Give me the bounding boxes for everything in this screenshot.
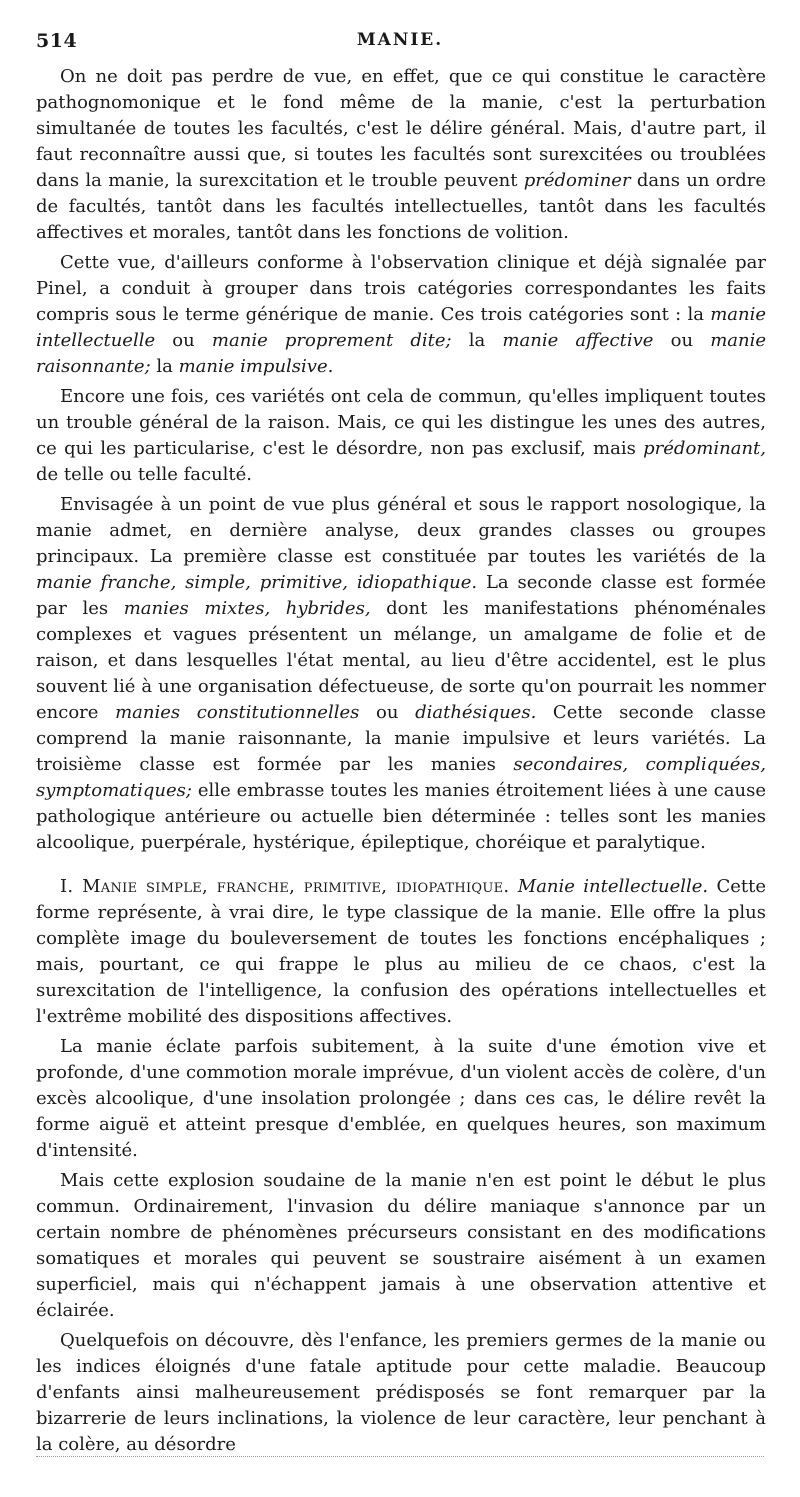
- paragraph: [36, 492, 766, 856]
- text-run: Mais cette explosion soudaine de la manie n'en est point le début le plus commun. Ordinairement, l'invasion du délire maniaque s'annonce par un certain nombre de phénomènes précurseurs consistant en des modifications somatiques et morales qui peuvent se soustraire aisément à un examen superficiel, mais qui n'échappent jamais à une observation attentive et éclairée.: [36, 1170, 766, 1321]
- running-head: MANIE.: [356, 30, 444, 50]
- paragraph: [36, 1034, 766, 1164]
- paragraph: [36, 1168, 766, 1324]
- text-run: de telle ou telle faculté.: [36, 464, 253, 485]
- italic-run: Manie intellectuelle.: [517, 876, 709, 897]
- text-run: Envisagée à un point de vue plus général et sous le rapport nosologique, la manie admet, en dernière analyse, deux grandes classes ou groupes principaux. La première classe est constituée par toutes les variétés de la: [36, 494, 766, 567]
- page-header: [36, 30, 764, 56]
- italic-run: manies mixtes, hybrides,: [123, 598, 371, 619]
- italic-run: secondaires, compliquées, symptomatiques;: [36, 754, 766, 801]
- italic-run: manie franche, simple, primitive, idiopathique.: [36, 572, 478, 593]
- page-number: 514: [36, 30, 78, 52]
- footer-rule: [36, 1456, 764, 1457]
- body-text: [36, 64, 766, 1462]
- paragraph: [36, 250, 766, 380]
- text-run: Quelquefois on découvre, dès l'enfance, les premiers germes de la manie ou les indices éloignés d'une fatale aptitude pour cette maladie. Beaucoup d'enfants ainsi malheureusement prédisposés se font remarquer par la bizarrerie de leurs inclinations, la violence de leur caractère, leur penchant à la colère, au désordre: [36, 1330, 766, 1455]
- text-run: On ne doit pas perdre de vue, en effet, que ce qui constitue le caractère pathognomonique et le fond même de la manie, c'est la perturbation simultanée de toutes les facultés, c'est le délire général. Mais, d'autre part, il faut reconnaître aussi que, si toutes les facultés sont surexcitées ou troublées dans la manie, la surexcitation et le trouble peuvent: [36, 66, 766, 191]
- paragraph: [36, 1328, 766, 1458]
- paragraph: [36, 384, 766, 488]
- text-run: la: [150, 356, 179, 377]
- paragraph: [36, 64, 766, 246]
- text-run: dans un ordre de facultés, tantôt dans les facultés intellectuelles, tantôt dans les facultés affectives et morales, tantôt dans les fonctions de volition.: [36, 170, 766, 243]
- italic-run: manies constitutionnelles: [115, 702, 360, 723]
- italic-run: diathésiques.: [415, 702, 537, 723]
- text-run: La seconde classe est formée par les: [36, 572, 767, 619]
- text-run: Cette seconde classe comprend la manie raisonnante, la manie impulsive et leurs variétés. La troisième classe est formée par les manies: [36, 702, 767, 775]
- text-run: Cette vue, d'ailleurs conforme à l'observation clinique et déjà signalée par Pinel, a conduit à grouper dans trois catégories correspondantes les faits compris sous le terme générique de manie. Ces trois catégories sont : la: [36, 252, 766, 325]
- text-run: ou: [155, 330, 212, 351]
- text-run: dont les manifestations phénoménales complexes et vagues présentent un mélange, un amalgame de folie et de raison, et dans lesquelles l'état mental, au lieu d'être accidentel, est le plus souvent lié à une organisation défectueuse, de sorte qu'on pourrait les nommer encore: [36, 598, 766, 723]
- text-run: Cette forme représente, à vrai dire, le type classique de la manie. Elle offre la plus complète image du bouleversement de toutes les fonctions encéphaliques ; mais, pourtant, ce qui frappe le plus au milieu de ce chaos, c'est la surexcitation de l'intelligence, la confusion des opérations intellectuelles et l'extrême mobilité des dispositions affectives.: [36, 876, 767, 1027]
- text-run: la: [451, 330, 503, 351]
- italic-run: manie affective: [502, 330, 654, 351]
- italic-run: prédominant,: [643, 438, 766, 459]
- italic-run: manie impulsive.: [178, 356, 334, 377]
- italic-run: manie intellectuelle: [36, 304, 766, 351]
- text-run: ou: [359, 702, 416, 723]
- italic-run: prédominer: [523, 170, 631, 191]
- text-run: elle embrasse toutes les manies étroitement liées à une cause pathologique antérieure ou actuelle bien déterminée : telles sont les manies alcoolique, puerpérale, hystérique, épileptique, choréique et paralytique.: [36, 780, 766, 853]
- italic-run: manie raisonnante;: [36, 330, 767, 377]
- text-run: ou: [653, 330, 711, 351]
- section-paragraph: [36, 874, 766, 1030]
- text-run: La manie éclate parfois subitement, à la suite d'une émotion vive et profonde, d'une commotion morale imprévue, d'un violent accès de colère, d'un excès alcoolique, d'une insolation prolongée ; dans ces cas, le délire revêt la forme aiguë et atteint presque d'emblée, en quelques heures, son maximum d'intensité.: [36, 1036, 766, 1161]
- text-run: [509, 876, 517, 897]
- text-run: Encore une fois, ces variétés ont cela de commun, qu'elles impliquent toutes un trouble général de la raison. Mais, ce qui les distingue les unes des autres, ce qui les particularise, c'est le désordre, non pas exclusif, mais: [36, 386, 766, 459]
- section-heading: I. Manie simple, franche, primitive, idiopathique.: [60, 876, 510, 897]
- italic-run: manie proprement dite;: [211, 330, 452, 351]
